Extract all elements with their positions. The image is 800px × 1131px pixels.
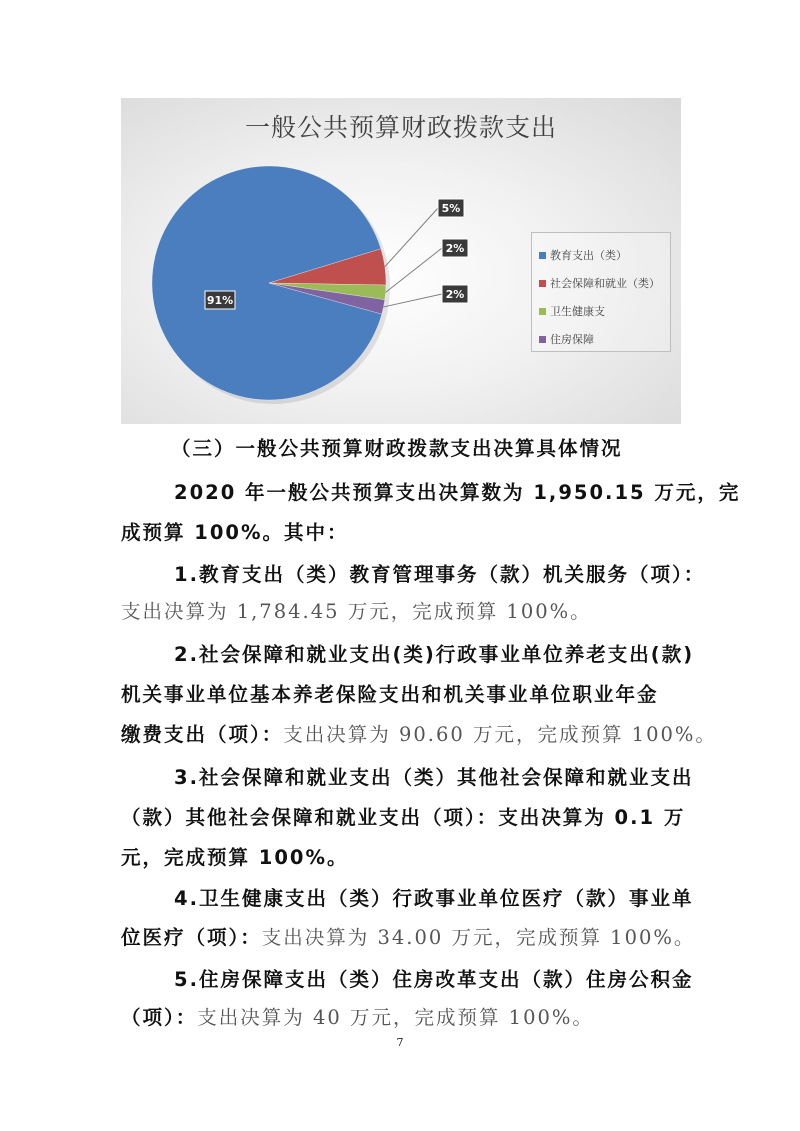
item-3-line-3: 元，完成预算 100%。 [121, 846, 349, 869]
item-4-line-2 [121, 928, 695, 948]
item-2-label: 缴费支出（项）： [121, 723, 284, 746]
item-1-line-1: 1.教育支出（类）教育管理事务（款）机关服务（项）： [174, 563, 706, 586]
leader-line [384, 294, 442, 307]
item-2-amount: 支出决算为 90.60 万元，完成预算 100%。 [283, 723, 717, 746]
item-5-line-1: 5.住房保障支出（类）住房改革支出（款）住房公积金 [174, 968, 694, 991]
item-2-line-1: 2.社会保障和就业支出(类)行政事业单位养老支出(款) [174, 643, 695, 666]
item-5-amount: 支出决算为 40 万元，完成预算 100%。 [197, 1006, 594, 1029]
section-heading: （三）一般公共预算财政拨款支出决算具体情况 [171, 437, 623, 460]
item-5-label: （项）： [121, 1006, 198, 1029]
item-4-line-1: 4.卫生健康支出（类）行政事业单位医疗（款）事业单 [174, 887, 694, 910]
legend-label: 社会保障和就业（类） [550, 277, 660, 290]
legend-swatch [539, 252, 546, 259]
pie-chart [121, 98, 681, 424]
intro-line-2: 成预算 100%。其中： [121, 521, 349, 544]
item-3-line-1: 3.社会保障和就业支出（类）其他社会保障和就业支出 [174, 766, 694, 789]
item-3-line-2: （款）其他社会保障和就业支出（项）：支出决算为 0.1 万 [121, 806, 686, 829]
item-1-line-2: 支出决算为 1,784.45 万元，完成预算 100%。 [121, 600, 592, 623]
chart-legend [531, 232, 671, 352]
item-5-line-2 [121, 1008, 594, 1028]
legend-item [539, 275, 660, 291]
legend-item [539, 303, 605, 319]
legend-swatch [539, 308, 546, 315]
page-number: 7 [396, 1036, 404, 1049]
data-label: 2% [445, 288, 465, 301]
item-4-amount: 支出决算为 34.00 万元，完成预算 100%。 [261, 926, 696, 949]
chart-title: 一般公共预算财政拨款支出 [244, 113, 557, 142]
data-label: 91% [206, 294, 234, 307]
leader-line [386, 248, 442, 292]
item-4-label: 位医疗（项）： [121, 926, 262, 949]
legend-label: 教育支出（类） [550, 249, 627, 262]
legend-swatch [539, 336, 546, 343]
legend-item [539, 331, 594, 347]
intro-line-1: 2020 年一般公共预算支出决算数为 1,950.15 万元，完 [174, 481, 741, 504]
item-2-line-2: 机关事业单位基本养老保险支出和机关事业单位职业年金 [121, 683, 659, 706]
data-label: 5% [441, 202, 461, 215]
legend-swatch [539, 280, 546, 287]
legend-item [539, 247, 627, 263]
legend-label: 卫生健康支 [550, 305, 605, 318]
data-label: 2% [445, 242, 465, 255]
item-2-line-3 [121, 725, 717, 745]
legend-label: 住房保障 [550, 333, 594, 346]
